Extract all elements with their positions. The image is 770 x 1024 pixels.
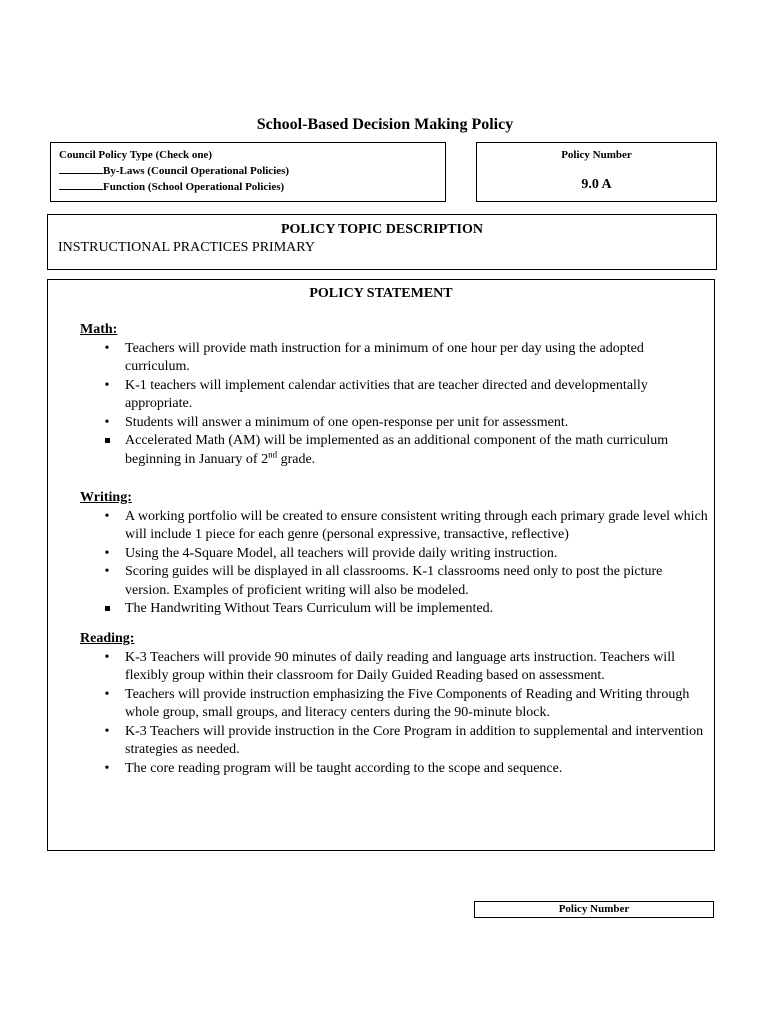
bullet-icon	[102, 563, 112, 582]
bullet-icon	[102, 508, 112, 527]
bullet-icon	[102, 545, 112, 564]
policy-type-heading: Council Policy Type (Check one)	[59, 149, 212, 161]
list-item: • The core reading program will be taught according to the scope and sequence.	[80, 760, 710, 779]
square-bullet-icon	[102, 432, 112, 451]
checkbox-blank-line[interactable]	[59, 179, 103, 190]
policy-statement-box	[47, 279, 715, 851]
math-title: Math:	[80, 322, 118, 337]
bullet-icon	[102, 414, 112, 433]
option-label: Function (School Operational Policies)	[103, 181, 285, 193]
checkbox-blank-line[interactable]	[59, 163, 103, 174]
list-item: • Students will answer a minimum of one open-response per unit for assessment.	[80, 414, 710, 433]
bullet-icon	[102, 340, 112, 359]
writing-section	[80, 489, 710, 619]
list-item: • K-3 Teachers will provide 90 minutes of daily reading and language arts instruction. Teachers will flexibly group within their classroom for Daily Guided Reading based on assessment.	[80, 649, 710, 686]
policy-number-box	[476, 142, 717, 202]
bullet-icon	[102, 686, 112, 705]
writing-title: Writing:	[80, 490, 132, 505]
list-item: The Handwriting Without Tears Curriculum will be implemented.	[80, 600, 710, 619]
list-item: • Scoring guides will be displayed in all classrooms. K-1 classrooms need only to post the picture version. Examples of proficient writing will also be modeled.	[80, 563, 710, 600]
bullet-icon	[102, 723, 112, 742]
policy-type-option-bylaws	[59, 163, 437, 179]
bullet-icon	[102, 649, 112, 668]
footer-policy-number-box	[474, 901, 714, 918]
policy-topic-heading: POLICY TOPIC DESCRIPTION	[280, 222, 483, 237]
footer-policy-number-label: Policy Number	[558, 903, 630, 915]
policy-topic-box	[47, 214, 717, 270]
policy-topic-text: INSTRUCTIONAL PRACTICES PRIMARY	[58, 240, 315, 255]
policy-type-option-function	[59, 179, 437, 195]
document-title: School-Based Decision Making Policy	[256, 116, 514, 133]
bullet-icon	[102, 760, 112, 779]
square-bullet-icon	[102, 600, 112, 619]
math-section	[80, 321, 710, 469]
reading-title: Reading:	[80, 631, 135, 646]
ordinal-suffix: nd	[268, 448, 278, 459]
list-item: • Teachers will provide math instruction for a minimum of one hour per day using the adopted curriculum.	[80, 340, 710, 377]
list-item: Accelerated Math (AM) will be implemented as an additional component of the math curriculum beginning in January of 2nd grade.	[80, 432, 710, 469]
list-item: • A working portfolio will be created to ensure consistent writing through each primary grade level which will include 1 piece for each genre (personal expressive, transactive, reflective)	[80, 508, 710, 545]
list-item: • K-3 Teachers will provide instruction in the Core Program in addition to supplemental and intervention strategies as needed.	[80, 723, 710, 760]
bullet-icon	[102, 377, 112, 396]
list-item: • Teachers will provide instruction emphasizing the Five Components of Reading and Writing through whole group, small groups, and literacy centers during the 90-minute block.	[80, 686, 710, 723]
option-label: By-Laws (Council Operational Policies)	[103, 165, 290, 177]
policy-type-box	[50, 142, 446, 202]
reading-section	[80, 630, 710, 778]
list-item: • Using the 4-Square Model, all teachers will provide daily writing instruction.	[80, 545, 710, 564]
policy-number-value: 9.0 A	[581, 177, 612, 192]
policy-statement-heading: POLICY STATEMENT	[309, 286, 453, 301]
list-item: • K-1 teachers will implement calendar activities that are teacher directed and developmentally appropriate.	[80, 377, 710, 414]
policy-number-label: Policy Number	[561, 149, 632, 161]
